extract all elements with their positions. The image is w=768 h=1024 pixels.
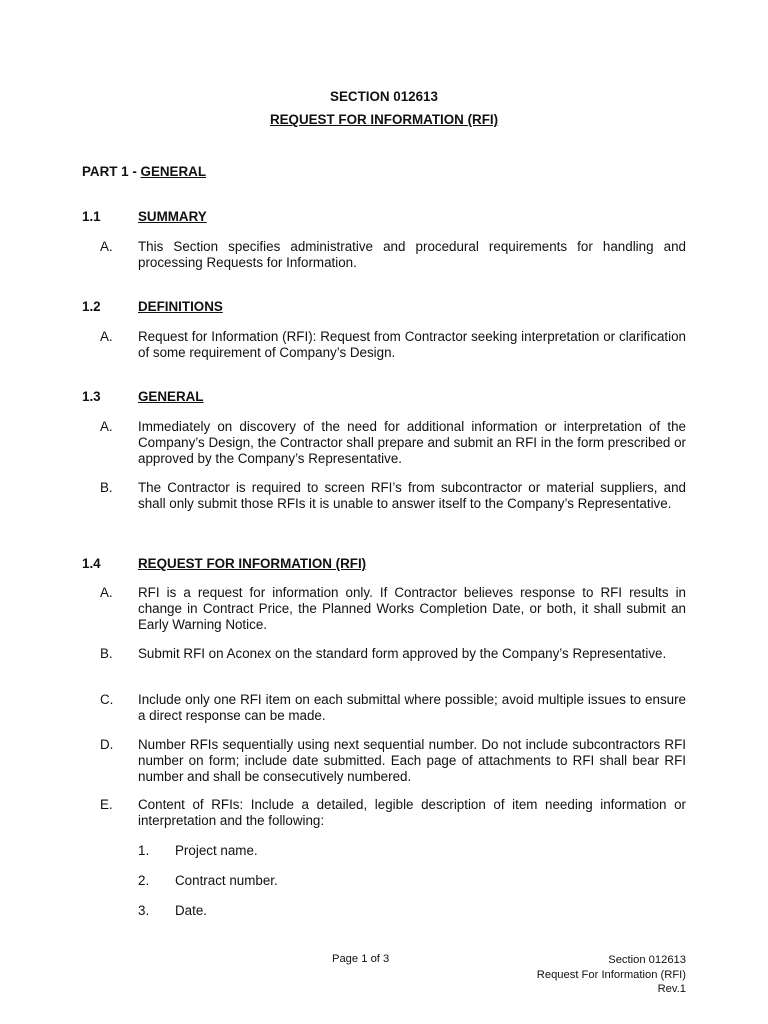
item-text: The Contractor is required to screen RFI’s from subcontractor or material suppliers, and shall only submit those RFIs it is unable to answer itself to the Company’s Representative. (138, 480, 686, 511)
heading-label: SUMMARY (138, 209, 207, 224)
subitem-marker: 3. (138, 903, 150, 918)
subitem-2 (138, 873, 278, 889)
item-text: This Section specifies administrative and procedural requirements for handling and processing Requests for Information. (138, 239, 686, 270)
heading-label: GENERAL (138, 389, 204, 404)
heading-1-2 (82, 299, 702, 314)
footer-section-number: Section 012613 (608, 954, 686, 966)
item-marker: E. (100, 797, 113, 812)
part-prefix: PART 1 - (82, 164, 141, 179)
heading-1-3 (82, 389, 702, 404)
item-marker: C. (100, 692, 114, 707)
part-label: GENERAL (140, 164, 207, 179)
heading-label: DEFINITIONS (138, 299, 223, 314)
footer-section-title: Request For Information (RFI) (536, 968, 686, 981)
heading-label: REQUEST FOR INFORMATION (RFI) (138, 556, 367, 571)
heading-1-4 (82, 556, 702, 571)
item-marker: A. (100, 329, 113, 344)
item-marker: A. (100, 419, 113, 434)
subitem-text: Contract number. (175, 873, 278, 888)
footer-revision: Rev.1 (657, 983, 686, 995)
heading-number: 1.2 (82, 299, 101, 314)
heading-number: 1.4 (82, 556, 101, 571)
item-text: Content of RFIs: Include a detailed, legible description of item needing information or interpretation and the following: (138, 797, 686, 828)
item-text: Include only one RFI item on each submittal where possible; avoid multiple issues to ensure a direct response can be made. (138, 692, 686, 723)
heading-number: 1.3 (82, 389, 101, 404)
heading-1-1 (82, 209, 702, 224)
item-text: Request for Information (RFI): Request from Contractor seeking interpretation or clarification of some requirement of Company’s Design. (138, 329, 686, 360)
document-title: REQUEST FOR INFORMATION (RFI) (269, 112, 499, 127)
subitem-text: Date. (175, 903, 208, 918)
subitem-3 (138, 903, 207, 919)
item-marker: A. (100, 585, 113, 600)
subitem-marker: 2. (138, 873, 150, 888)
item-marker: B. (100, 646, 113, 661)
item-text: Submit RFI on Aconex on the standard form approved by the Company’s Representative. (138, 646, 667, 661)
item-text: RFI is a request for information only. If Contractor believes response to RFI results in change in Contract Price, the Planned Works Completion Date, or both, it shall submit an Early Warning Notice. (138, 585, 686, 632)
item-marker: D. (100, 737, 114, 752)
subitem-marker: 1. (138, 843, 150, 858)
subitem-text: Project name. (175, 843, 258, 858)
item-marker: A. (100, 239, 113, 254)
heading-number: 1.1 (82, 209, 101, 224)
item-text: Number RFIs sequentially using next sequential number. Do not include subcontractors RFI number on form; include date submitted. Each page of attachments to RFI shall bear RFI number and shall be consecutively numbered. (138, 737, 686, 784)
item-marker: B. (100, 480, 113, 495)
footer-section-info (537, 953, 686, 997)
page-number: Page 1 of 3 (332, 953, 390, 965)
part-heading (82, 164, 206, 179)
subitem-1 (138, 843, 258, 859)
item-text: Immediately on discovery of the need for additional information or interpretation of the Company’s Design, the Contractor shall prepare and submit an RFI in the form prescribed or approved by the Company’s Representative. (138, 419, 686, 466)
section-number: SECTION 012613 (330, 89, 438, 104)
